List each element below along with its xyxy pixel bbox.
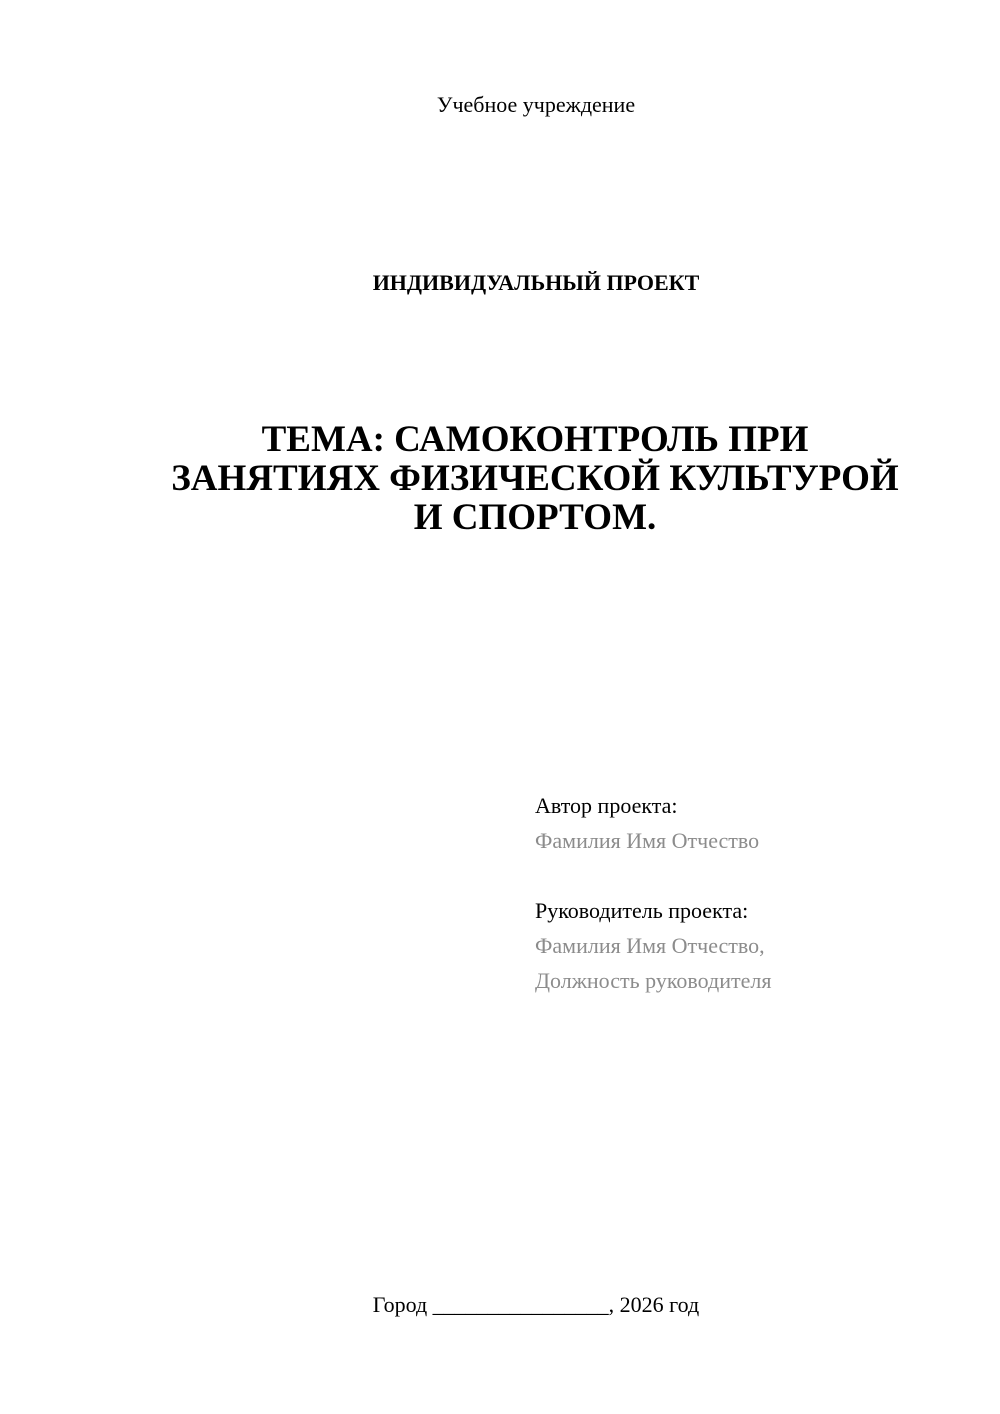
author-name: Фамилия Имя Отчество <box>535 828 760 853</box>
project-topic <box>100 420 970 537</box>
city-year-line: Город ________________, 2026 год <box>372 1292 700 1317</box>
supervisor-label: Руководитель проекта: <box>535 898 749 923</box>
topic-line: И СПОРТОМ. <box>413 497 657 538</box>
author-label: Автор проекта: <box>535 793 678 818</box>
document-type: ИНДИВИДУАЛЬНЫЙ ПРОЕКТ <box>372 270 700 295</box>
institution-name: Учебное учреждение <box>436 92 636 117</box>
topic-line: ЗАНЯТИЯХ ФИЗИЧЕСКОЙ КУЛЬТУРОЙ <box>171 458 899 499</box>
supervisor-name: Фамилия Имя Отчество, <box>535 933 765 958</box>
project-credits <box>535 788 975 998</box>
supervisor-position: Должность руководителя <box>535 968 772 993</box>
topic-line: ТЕМА: САМОКОНТРОЛЬ ПРИ <box>261 419 809 460</box>
credits-spacer <box>535 858 975 893</box>
